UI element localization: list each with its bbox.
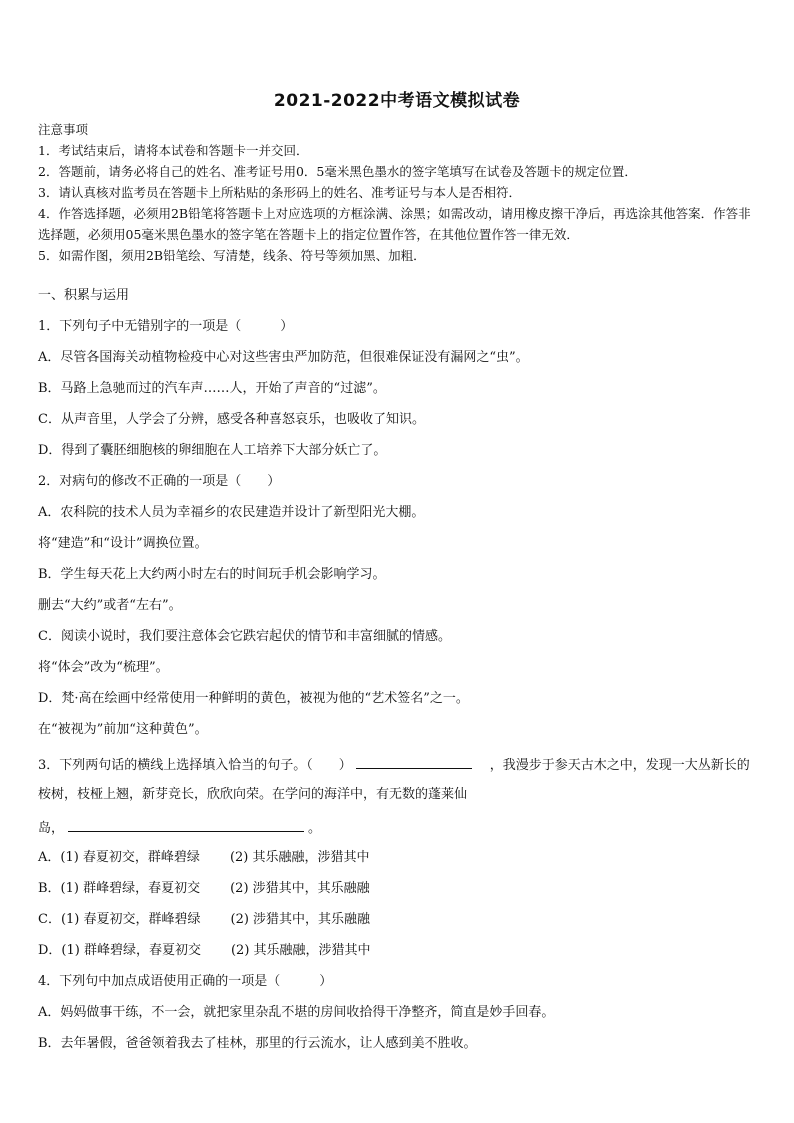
q3-option-a-2: (2) 其乐融融，涉猎其中 xyxy=(229,850,370,865)
q2-line-1: A．农科院的技术人员为幸福乡的农民建造并设计了新型阳光大棚。 xyxy=(38,505,425,520)
notice-item-5: 5．如需作图，须用2B铅笔绘、写清楚，线条、符号等须加黑、加粗． xyxy=(38,248,426,263)
notice-section xyxy=(38,119,760,266)
notice-item-1: 1．考试结束后，请将本试卷和答题卡一并交回． xyxy=(38,143,309,158)
q1-option-d: D．得到了囊胚细胞核的卵细胞在人工培养下大部分妖亡了。 xyxy=(38,443,387,458)
q2-line-7: D．梵·高在绘画中经常使用一种鲜明的黄色，被视为他的“艺术签名”之一。 xyxy=(38,691,469,706)
q2-line-2: 将“建造”和“设计”调换位置。 xyxy=(38,536,208,551)
q1-option-b: B．马路上急驰而过的汽车声……人，开始了声音的“过滤”。 xyxy=(38,381,386,396)
notice-heading: 注意事项 xyxy=(38,122,89,137)
q3-option-b-1: B．(1) 群峰碧绿，春夏初交 xyxy=(38,881,201,896)
exam-body xyxy=(38,286,760,1065)
q3-option-b-2: (2) 涉猎其中，其乐融融 xyxy=(230,881,370,896)
q3-option-c-1: C．(1) 春夏初交，群峰碧绿 xyxy=(38,912,201,927)
q3-option-d xyxy=(38,941,760,972)
q4-option-b: B．去年暑假，爸爸领着我去了桂林，那里的行云流水，让人感到美不胜收。 xyxy=(38,1036,477,1051)
q3-option-d-2: (2) 其乐融融，涉猎其中 xyxy=(230,943,371,958)
q3-stem-c: 岛， xyxy=(38,821,65,836)
q2-line-3: B．学生每天花上大约两小时左右的时间玩手机会影响学习。 xyxy=(38,567,386,582)
q4-stem: 4．下列句中加点成语使用正确的一项是（ ） xyxy=(38,974,333,989)
q3-stem-b: ，我漫步于参天古木之中，发现一大丛新长的桉树，枝桠上翘，新芽竞长，欣欣向荣。在学问的海洋中，有无数的蓬莱仙 xyxy=(38,758,750,802)
q3-blank-1[interactable] xyxy=(356,754,472,769)
q2-line-6: 将“体会”改为“梳理”。 xyxy=(38,660,169,675)
q3-option-d-1: D．(1) 群峰碧绿，春夏初交 xyxy=(38,943,201,958)
q4-option-a: A．妈妈做事干练，不一会，就把家里杂乱不堪的房间收拾得干净整齐，简直是妙手回春。 xyxy=(38,1005,555,1020)
notice-item-2: 2．答题前，请务必将自己的姓名、准考证号用0．5毫米黑色墨水的签字笔填写在试卷及答题卡的规定位置． xyxy=(38,164,637,179)
q3-stem-end: 。 xyxy=(308,821,322,836)
q3-option-c xyxy=(38,910,760,941)
q3-option-a xyxy=(38,848,760,879)
q3-stem-a: 3．下列两句话的横线上选择填入恰当的句子。（ ） xyxy=(38,758,352,773)
q3-option-b xyxy=(38,879,760,910)
q1-option-a: A．尽管各国海关动植物检疫中心对这些害虫严加防范，但很难保证没有漏网之“虫”。 xyxy=(38,350,529,365)
q2-line-5: C．阅读小说时，我们要注意体会它跌宕起伏的情节和丰富细腻的情感。 xyxy=(38,629,451,644)
q2-line-8: 在“被视为”前加“这种黄色”。 xyxy=(38,722,208,737)
q2-stem: 2．对病句的修改不正确的一项是（ ） xyxy=(38,474,281,489)
q3-blank-2[interactable] xyxy=(68,817,304,832)
notice-item-4: 4．作答选择题，必须用2B铅笔将答题卡上对应选项的方框涂满、涂黑；如需改动，请用橡皮擦干净后，再选涂其他答案．作答非选择题，必须用05毫米黑色墨水的签字笔在答题卡上的指定位置作答，在其他位置作答一律无效． xyxy=(38,206,751,242)
page-title: 2021-2022中考语文模拟试卷 xyxy=(273,91,521,111)
q2-line-4: 删去“大约”或者“左右”。 xyxy=(38,598,182,613)
section-heading: 一、积累与运用 xyxy=(38,288,130,303)
q3-option-a-1: A．(1) 春夏初交，群峰碧绿 xyxy=(38,850,200,865)
q3-stem xyxy=(38,751,760,809)
q1-option-c: C．从声音里，人学会了分辨，感受各种喜怒哀乐，也吸收了知识。 xyxy=(38,412,425,427)
q1-stem: 1．下列句子中无错别字的一项是（ ） xyxy=(38,319,294,334)
q3-option-c-2: (2) 涉猎其中，其乐融融 xyxy=(230,912,371,927)
notice-item-3: 3．请认真核对监考员在答题卡上所粘贴的条形码上的姓名、准考证号与本人是否相符． xyxy=(38,185,521,200)
q3-stem-line-3 xyxy=(38,817,760,848)
